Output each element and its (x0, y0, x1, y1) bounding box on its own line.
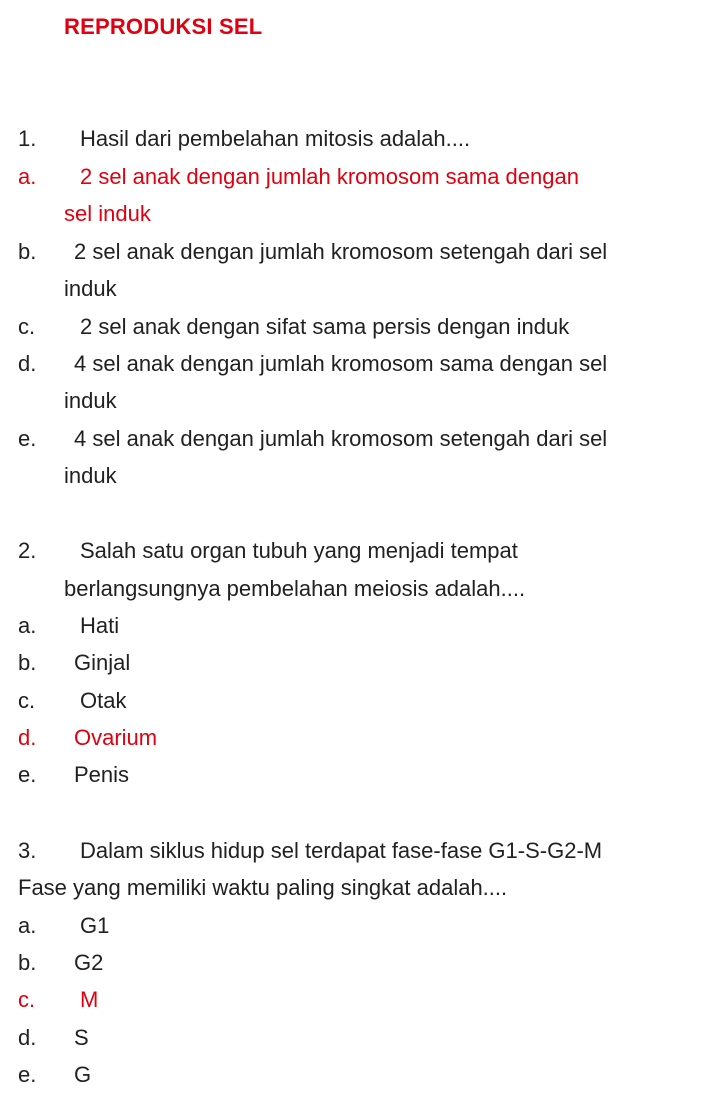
option-text: 4 sel anak dengan jumlah kromosom setengah dari sel (74, 426, 608, 451)
question-number: 1. (18, 126, 37, 151)
question-stem: Hasil dari pembelahan mitosis adalah.... (80, 126, 471, 151)
option-text: G2 (74, 950, 104, 975)
option-label: a. (18, 164, 37, 189)
option-text: 2 sel anak dengan jumlah kromosom sama dengan (80, 164, 579, 189)
question-stem: Dalam siklus hidup sel terdapat fase-fase G1-S-G2-M (80, 838, 603, 863)
option-label: b. (18, 239, 37, 264)
page-title: REPRODUKSI SEL (64, 14, 263, 39)
option-text: G1 (80, 913, 110, 938)
option-text: Ovarium (74, 725, 158, 750)
option-label: c. (18, 314, 36, 339)
option-text: Hati (80, 613, 120, 638)
option-label: a. (18, 913, 37, 938)
option-label: b. (18, 950, 37, 975)
option-label: e. (18, 426, 37, 451)
option-text-continued: induk (64, 276, 117, 301)
option-label: c. (18, 987, 36, 1012)
option-text: Penis (74, 762, 130, 787)
question-number: 2. (18, 538, 37, 563)
option-text: 4 sel anak dengan jumlah kromosom sama dengan sel (74, 351, 608, 376)
option-label: c. (18, 688, 36, 713)
option-label: d. (18, 1025, 37, 1050)
option-text-continued: induk (64, 463, 117, 488)
option-text: S (74, 1025, 89, 1050)
option-text: M (80, 987, 99, 1012)
option-text-continued: sel induk (64, 201, 151, 226)
question-number: 3. (18, 838, 37, 863)
option-label: a. (18, 613, 37, 638)
option-label: e. (18, 1062, 37, 1087)
option-text: Otak (80, 688, 127, 713)
question-stem: Salah satu organ tubuh yang menjadi tempat (80, 538, 518, 563)
option-label: d. (18, 351, 37, 376)
option-label: b. (18, 650, 37, 675)
option-label: d. (18, 725, 37, 750)
option-text: Ginjal (74, 650, 131, 675)
option-label: e. (18, 762, 37, 787)
option-text-continued: induk (64, 388, 117, 413)
option-text: G (74, 1062, 92, 1087)
question-stem-continued: berlangsungnya pembelahan meiosis adalah.... (64, 576, 526, 601)
option-text: 2 sel anak dengan sifat sama persis dengan induk (80, 314, 570, 339)
question-stem-continued: Fase yang memiliki waktu paling singkat adalah.... (18, 875, 508, 900)
option-text: 2 sel anak dengan jumlah kromosom setengah dari sel (74, 239, 608, 264)
